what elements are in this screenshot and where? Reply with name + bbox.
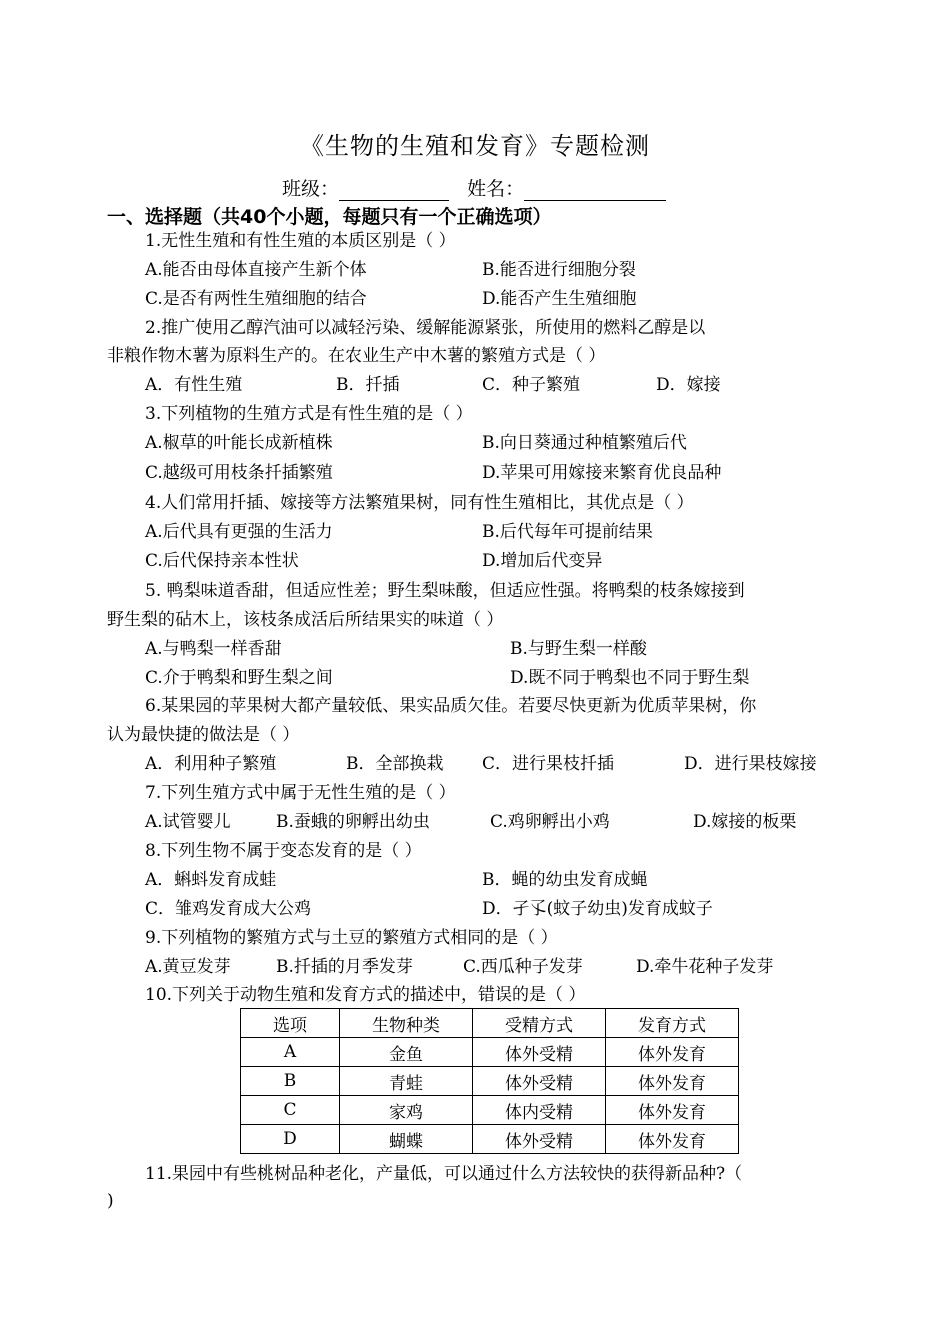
option: C．进行果枝扦插 [482, 754, 615, 774]
table-row [241, 1096, 739, 1125]
table-header: 受精方式 [473, 1009, 606, 1038]
option: C.西瓜种子发芽 [463, 957, 583, 977]
option: A.能否由母体直接产生新个体 [145, 260, 367, 280]
option: D．嫁接 [656, 375, 721, 395]
option: A.试管婴儿 [145, 812, 231, 832]
question-stem: 非粮作物木薯为原料生产的。在农业生产中木薯的繁殖方式是（ ） [107, 346, 606, 366]
question-stem: 2.推广使用乙醇汽油可以减轻污染、缓解能源紧张，所使用的燃料乙醇是以 [145, 318, 706, 338]
question-stem: 野生梨的砧木上，该枝条成活后所结果实的味道（ ） [107, 610, 504, 630]
question-stem: 11.果园中有些桃树品种老化，产量低，可以通过什么方法较快的获得新品种?（ [145, 1164, 743, 1184]
option: D．孑孓(蚊子幼虫)发育成蚊子 [482, 899, 713, 919]
question-stem: 4.人们常用扦插、嫁接等方法繁殖果树，同有性生殖相比，其优点是（ ） [145, 493, 694, 513]
question-stem: ) [107, 1191, 114, 1211]
question-table [240, 1008, 739, 1154]
table-cell: D [241, 1125, 340, 1154]
table-header-row [241, 1009, 739, 1038]
option: B.向日葵通过种植繁殖后代 [482, 433, 687, 453]
option: D.增加后代变异 [482, 551, 603, 571]
option: A．蝌蚪发育成蛙 [145, 870, 277, 890]
option: D.嫁接的板栗 [693, 812, 797, 832]
table-cell: B [241, 1067, 340, 1096]
question-stem: 7.下列生殖方式中属于无性生殖的是（ ） [145, 783, 456, 803]
option: D.既不同于鸭梨也不同于野生梨 [510, 668, 750, 688]
table-header: 发育方式 [606, 1009, 739, 1038]
name-label: 姓名： [467, 178, 525, 200]
option: B.扦插的月季发芽 [276, 957, 413, 977]
name-blank[interactable] [524, 182, 666, 201]
table-cell: 体外受精 [473, 1038, 606, 1067]
table-cell: 体外发育 [606, 1038, 739, 1067]
class-label: 班级： [282, 178, 340, 200]
option: C.鸡卵孵出小鸡 [490, 812, 610, 832]
question-stem: 10.下列关于动物生殖和发育方式的描述中，错误的是（ ） [145, 985, 586, 1005]
table-cell: A [241, 1038, 340, 1067]
class-name-line [282, 174, 666, 201]
option: A．利用种子繁殖 [145, 754, 277, 774]
option: D.能否产生生殖细胞 [482, 289, 637, 309]
option: C.后代保持亲本性状 [145, 551, 299, 571]
page-title: 《生物的生殖和发育》专题检测 [300, 132, 650, 160]
option: B．全部换栽 [346, 754, 444, 774]
option: D.牵牛花种子发芽 [636, 957, 774, 977]
table-cell: 金鱼 [340, 1038, 473, 1067]
option: A.黄豆发芽 [145, 957, 231, 977]
question-stem: 9.下列植物的繁殖方式与土豆的繁殖方式相同的是（ ） [145, 928, 558, 948]
question-stem: 8.下列生物不属于变态发育的是（ ） [145, 841, 422, 861]
table-cell: 体外发育 [606, 1125, 739, 1154]
table-cell: 家鸡 [340, 1096, 473, 1125]
option: D.苹果可用嫁接来繁育优良品种 [482, 463, 722, 483]
class-blank[interactable] [339, 182, 449, 201]
option: B．蝇的幼虫发育成蝇 [482, 870, 648, 890]
option: A.后代具有更强的生活力 [145, 522, 333, 542]
option: B．扦插 [336, 375, 400, 395]
table-row [241, 1067, 739, 1096]
option: C．雏鸡发育成大公鸡 [145, 899, 312, 919]
question-stem: 1.无性生殖和有性生殖的本质区别是（ ） [145, 231, 456, 251]
table-cell: 体内受精 [473, 1096, 606, 1125]
option: C.越级可用枝条扦插繁殖 [145, 463, 333, 483]
table-header: 生物种类 [340, 1009, 473, 1038]
table-row [241, 1125, 739, 1154]
question-stem: 6.某果园的苹果树大都产量较低、果实品质欠佳。若要尽快更新为优质苹果树，你 [145, 696, 757, 716]
table-row [241, 1038, 739, 1067]
table-cell: 体外受精 [473, 1125, 606, 1154]
table-header: 选项 [241, 1009, 340, 1038]
table-cell: C [241, 1096, 340, 1125]
option: A.椒草的叶能长成新植株 [145, 433, 333, 453]
option: B.蚕蛾的卵孵出幼虫 [276, 812, 430, 832]
option: B.后代每年可提前结果 [482, 522, 653, 542]
table-cell: 青蛙 [340, 1067, 473, 1096]
table-cell: 体外发育 [606, 1096, 739, 1125]
table-cell: 体外发育 [606, 1067, 739, 1096]
option: C.介于鸭梨和野生梨之间 [145, 668, 333, 688]
option: C.是否有两性生殖细胞的结合 [145, 289, 367, 309]
option: B.与野生梨一样酸 [510, 639, 647, 659]
option: D．进行果枝嫁接 [684, 754, 817, 774]
table-cell: 蝴蝶 [340, 1125, 473, 1154]
option: B.能否进行细胞分裂 [482, 260, 636, 280]
option: C．种子繁殖 [482, 375, 581, 395]
question-stem: 3.下列植物的生殖方式是有性生殖的是（ ） [145, 404, 473, 424]
option: A．有性生殖 [145, 375, 243, 395]
table-cell: 体外受精 [473, 1067, 606, 1096]
section-title: 一、选择题（共40个小题，每题只有一个正确选项） [107, 206, 552, 228]
question-stem: 认为最快捷的做法是（ ） [107, 725, 300, 745]
option: A.与鸭梨一样香甜 [145, 639, 282, 659]
question-stem: 5. 鸭梨味道香甜，但适应性差；野生梨味酸，但适应性强。将鸭梨的枝条嫁接到 [145, 581, 745, 601]
